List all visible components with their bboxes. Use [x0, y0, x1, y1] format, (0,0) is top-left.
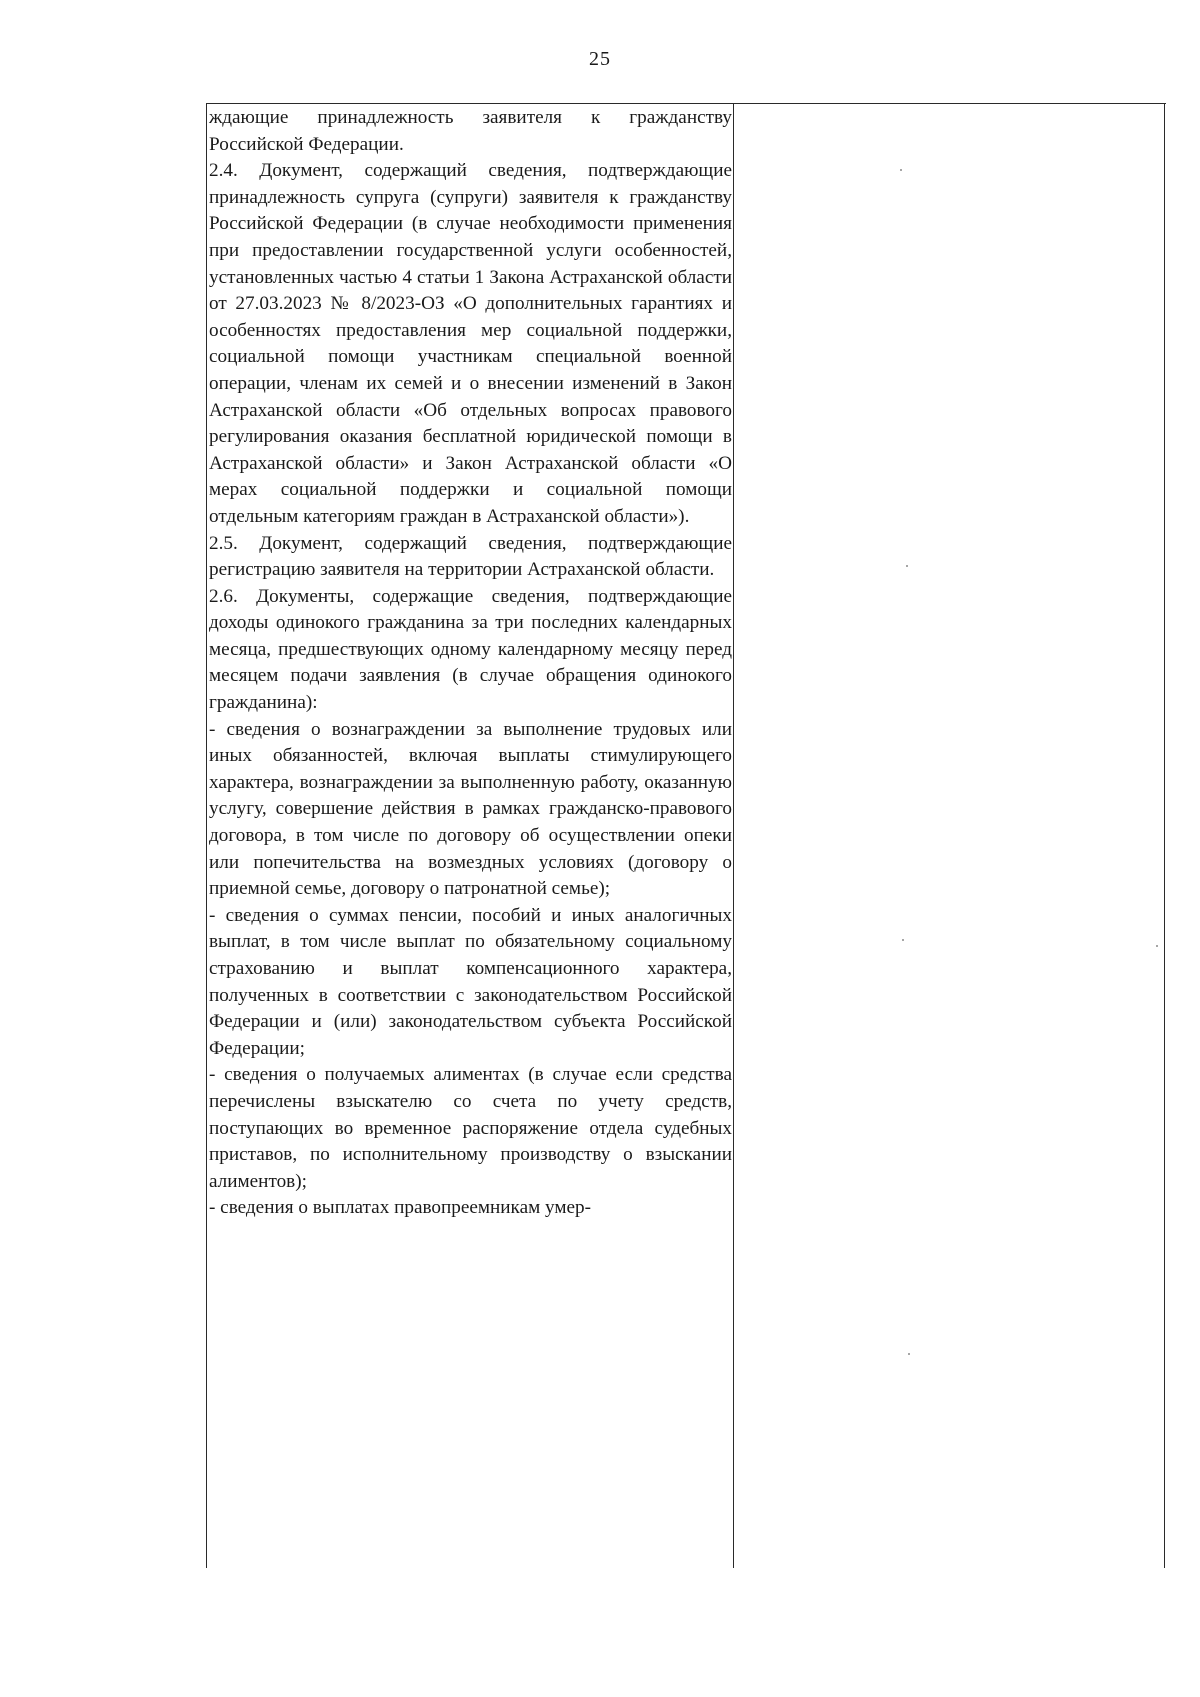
list-item-successors: - сведения о выплатах правопреемникам умер-	[209, 1197, 592, 1219]
paragraph-2-5: 2.5. Документ, содержащий сведения, подтверждающие регистрацию заявителя на территории Астраханской области.	[209, 532, 732, 581]
paragraph-citizenship-continued: ждающие принадлежность заявителя к гражданству Российской Федерации.	[209, 107, 732, 155]
paragraph-2-6: 2.6. Документы, содержащие сведения, подтверждающие доходы одинокого гражданина за три последних календарных месяца, предшествующих одному календарному месяцу перед месяцем подачи заявления (в случае обращения одинокого гражданина):	[209, 585, 732, 714]
list-item-pensions: - сведения о суммах пенсии, пособий и иных аналогичных выплат, в том числе выплат по обязательному социальному страхованию и выплат компенсационного характера, полученных в соответствии с законодательством Российской Федерации и (или) законодательством субъекта Российской Федерации;	[209, 904, 732, 1059]
scan-speck	[908, 1353, 910, 1355]
table-left-border	[206, 103, 207, 1568]
list-item-remuneration: - сведения о вознаграждении за выполнение трудовых или иных обязанностей, включая выплаты стимулирующего характера, вознаграждении за выполненную работу, оказанную услугу, совершение действия в рамках гражданско-правового договора, в том числе по договору об осуществлении опеки или попечительства на возмездных условиях (договору о приемной семье, договору о патронатной семье);	[209, 718, 732, 900]
document-table	[206, 103, 1166, 1568]
table-cell-left	[209, 105, 732, 1222]
table-right-border	[1164, 103, 1165, 1568]
page-number: 25	[589, 48, 611, 70]
scan-speck	[900, 169, 902, 171]
scan-speck	[902, 939, 904, 941]
table-column-divider	[733, 103, 734, 1568]
paragraph-2-4: 2.4. Документ, содержащий сведения, подтверждающие принадлежность супруга (супруги) заявителя к гражданству Российской Федерации (в случае необходимости применения при предоставлении государственной услуги особенностей, установленных частью 4 статьи 1 Закона Астраханской области от 27.03.2023 № 8/2023-ОЗ «О дополнительных гарантиях и особенностях предоставления мер социальной поддержки, социальной помощи участникам специальной военной операции, членам их семей и о внесении изменений в Закон Астраханской области «Об отдельных вопросах правового регулирования оказания бесплатной юридической помощи в Астраханской области» и Закон Астраханской области «О мерах социальной поддержки и социальной помощи отдельным категориям граждан в Астраханской области»).	[209, 160, 732, 527]
scan-speck	[1156, 945, 1158, 947]
table-cell-right	[736, 103, 1162, 1568]
list-item-alimony: - сведения о получаемых алиментах (в случае если средства перечислены взыскателю со счета по учету средств, поступающих во временное распоряжение отдела судебных приставов, по исполнительному производству о взыскании алиментов);	[209, 1064, 732, 1192]
scan-speck	[906, 565, 908, 567]
